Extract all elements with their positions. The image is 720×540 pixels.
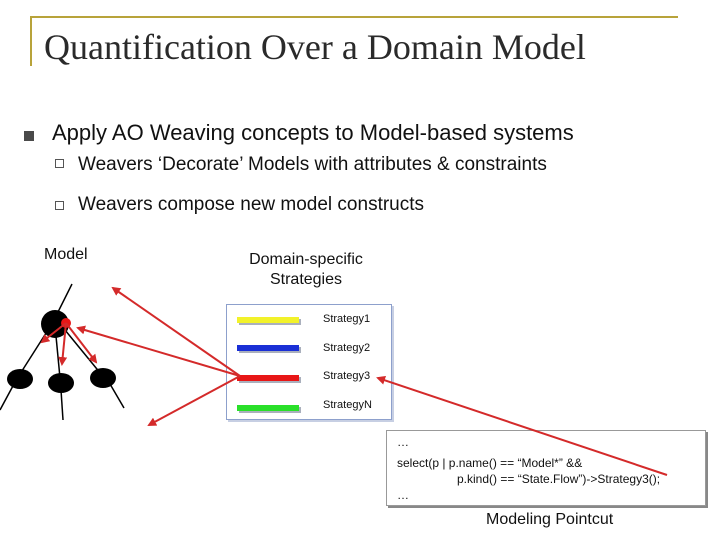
arrow-pointcut-to-strategy (378, 378, 667, 475)
strategy-label-1: Strategy1 (323, 313, 371, 325)
child-node (7, 369, 33, 389)
modeling-pointcut-label: Modeling Pointcut (486, 511, 614, 528)
bullet-text: Apply AO Weaving concepts to Model-based systems (52, 120, 574, 145)
strategy-label-2: Strategy2 (323, 342, 371, 354)
sub-bullet-text: Weavers compose new model constructs (78, 194, 425, 215)
strategies-label-line2: Strategies (269, 271, 343, 288)
strategy-label-n: StrategyN (323, 399, 372, 411)
strategies-label-line1: Domain-specific (249, 251, 363, 268)
tree-edge (56, 336, 60, 378)
slide-title: Quantification Over a Domain Model (44, 27, 586, 67)
tree-edge (20, 330, 48, 374)
tree-edge (110, 384, 124, 408)
model-label: Model (44, 246, 88, 263)
arrow-strategy-up (113, 288, 240, 376)
code-line-select: select(p | p.name() == “Model*” && (397, 456, 583, 470)
tree-edge (0, 384, 14, 410)
tree-edge (61, 390, 63, 420)
arrow-strategy-down (149, 376, 240, 425)
sub-bullet-text: Weavers ‘Decorate’ Models with attributes & constraints (78, 154, 547, 175)
child-node (48, 373, 74, 393)
tree-edge (65, 330, 101, 374)
strategy-label-3: Strategy3 (323, 370, 371, 382)
code-line-ellipsis-top: … (397, 435, 409, 449)
code-line-kind: p.kind() == “State.Flow”)->Strategy3(); (457, 472, 661, 486)
child-node (90, 368, 116, 388)
code-line-ellipsis-bottom: … (397, 488, 409, 502)
